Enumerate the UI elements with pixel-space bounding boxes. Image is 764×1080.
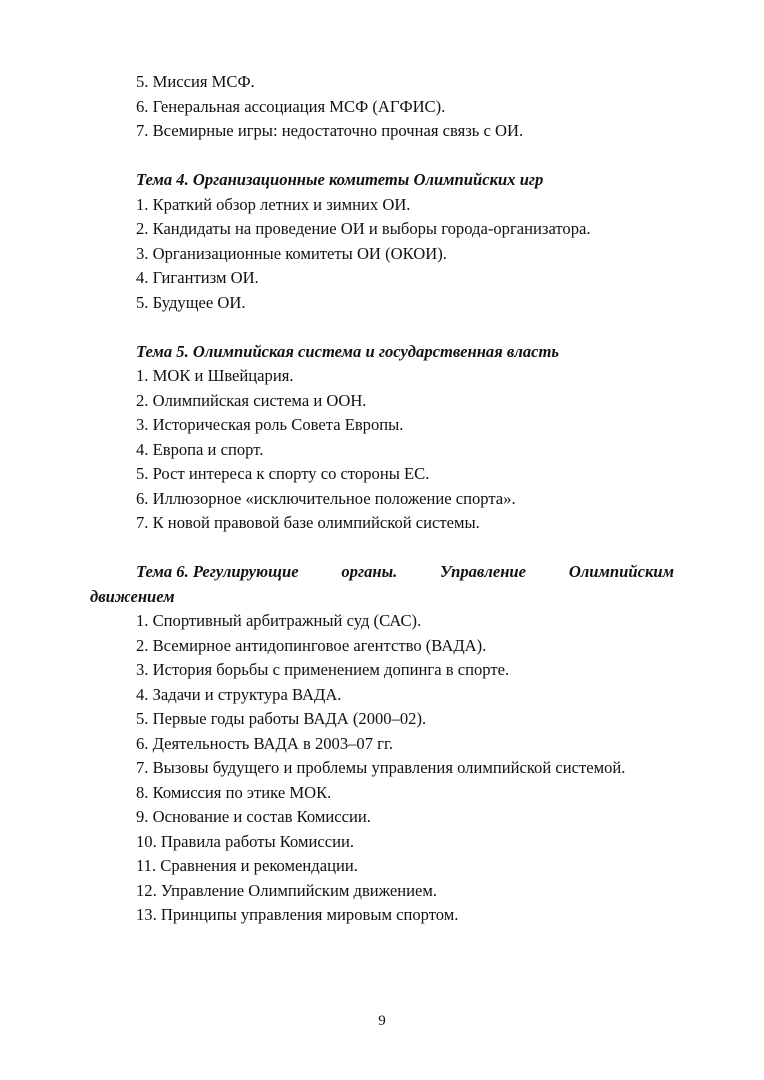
- list-item: 10. Правила работы Комиссии.: [136, 831, 355, 851]
- list-item: 5. Первые годы работы ВАДА (2000–02).: [136, 709, 427, 728]
- topic-5-heading: Тема 5. Олимпийская система и государственная власть: [136, 341, 559, 361]
- list-item: 3. История борьбы с применением допинга в спорте.: [136, 660, 510, 679]
- list-item: 7. Всемирные игры: недостаточно прочная связь с ОИ.: [136, 121, 524, 140]
- spacer: [90, 536, 674, 561]
- heading-word: Управление: [440, 562, 527, 581]
- list-item: 1. МОК и Швейцария.: [136, 366, 294, 385]
- list-item: 5. Будущее ОИ.: [136, 292, 246, 312]
- list-item: 5. Миссия МСФ.: [136, 72, 255, 91]
- heading-word: органы.: [341, 562, 398, 581]
- intro-list: [90, 70, 674, 144]
- heading-word: Олимпийским: [568, 562, 674, 581]
- topic-5-section: [90, 340, 674, 536]
- list-item: 4. Гигантизм ОИ.: [136, 268, 259, 287]
- list-item: 11. Сравнения и рекомендации.: [136, 856, 358, 875]
- topic-6-heading: [90, 560, 674, 609]
- list-item: 3. Организационные комитеты ОИ (ОКОИ).: [136, 243, 447, 263]
- page-content: [90, 70, 674, 928]
- list-item: 13. Принципы управления мировым спортом.: [136, 905, 459, 924]
- list-item: 4. Задачи и структура ВАДА.: [136, 684, 342, 704]
- spacer: [90, 315, 674, 340]
- list-item: 2. Всемирное антидопинговое агентство (ВАДА).: [136, 635, 487, 655]
- list-item: 9. Основание и состав Комиссии.: [136, 807, 371, 826]
- topic-4-section: [90, 168, 674, 315]
- spacer: [90, 144, 674, 169]
- list-item: 6. Генеральная ассоциация МСФ (АГФИС).: [136, 96, 446, 116]
- list-item: 2. Олимпийская система и ООН.: [136, 390, 367, 410]
- list-item: 6. Деятельность ВАДА в 2003–07 гг.: [136, 733, 394, 753]
- page-number: 9: [378, 1013, 386, 1029]
- list-item: 3. Историческая роль Совета Европы.: [136, 415, 404, 434]
- list-item: 1. Спортивный арбитражный суд (САС).: [136, 611, 422, 630]
- list-item: 1. Краткий обзор летних и зимних ОИ.: [136, 194, 411, 214]
- topic-6-section: [90, 560, 674, 928]
- list-item: 5. Рост интереса к спорту со стороны ЕС.: [136, 464, 430, 483]
- list-item: 2. Кандидаты на проведение ОИ и выборы города-организатора.: [136, 219, 591, 238]
- list-item: 7. Вызовы будущего и проблемы управления олимпийской системой.: [136, 758, 626, 777]
- list-item: 4. Европа и спорт.: [136, 439, 264, 459]
- list-item: 7. К новой правовой базе олимпийской системы.: [136, 513, 480, 532]
- topic-6-heading-line-1: [90, 560, 674, 585]
- list-item: 8. Комиссия по этике МОК.: [136, 782, 332, 802]
- list-item: 12. Управление Олимпийским движением.: [136, 880, 438, 900]
- topic-4-heading: Тема 4. Организационные комитеты Олимпийских игр: [136, 170, 544, 189]
- list-item: 6. Иллюзорное «исключительное положение спорта».: [136, 488, 516, 508]
- heading-word: Тема 6. Регулирующие: [136, 562, 299, 581]
- topic-6-heading-line-2: движением: [90, 586, 175, 606]
